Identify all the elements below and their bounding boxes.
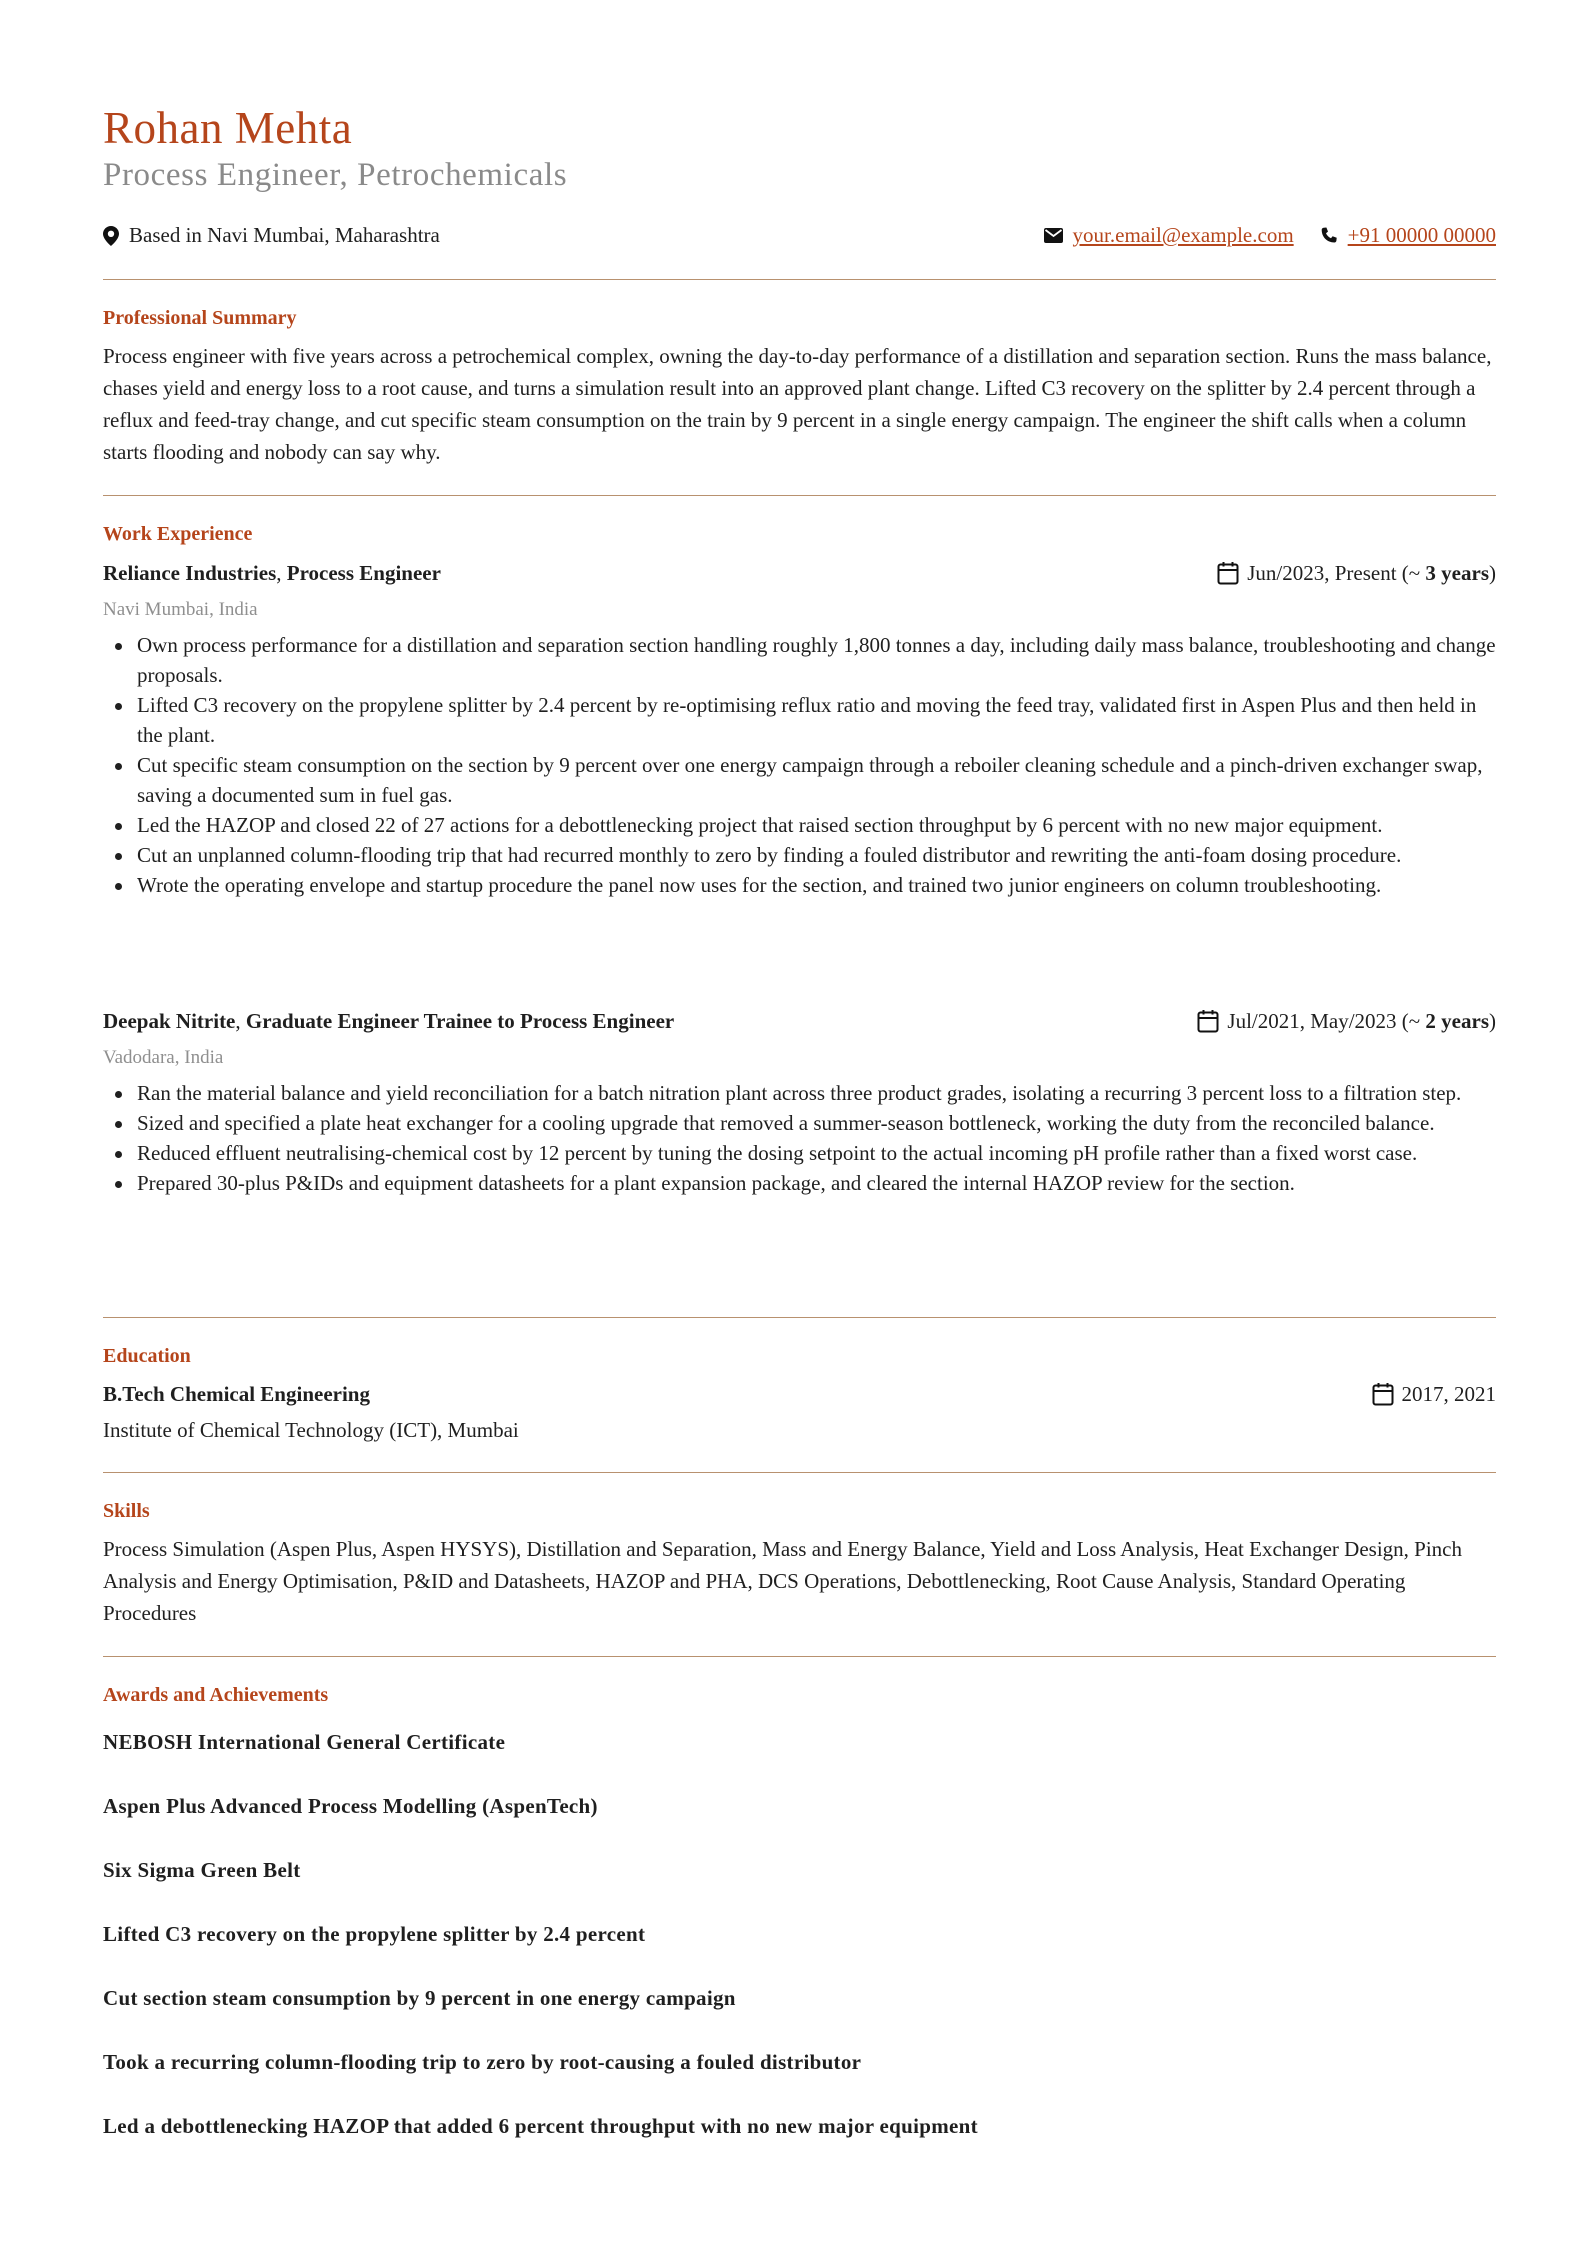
award-item: Led a debottlenecking HAZOP that added 6 percent throughput with no new major equipment: [103, 2114, 978, 2138]
skills-text: Process Simulation (Aspen Plus, Aspen HYSYS), Distillation and Separation, Mass and Energy Balance, Yield and Loss Analysis, Heat Exchanger Design, Pinch Analysis and Energy Optimisation, P&ID and Datasheets, HAZOP and PHA, DCS Operations, Debottlenecking, Root Cause Analysis, Standard Operating Procedures: [103, 1537, 1462, 1625]
divider: [103, 1317, 1496, 1318]
list-item: Wrote the operating envelope and startup procedure the panel now uses for the section, and trained two junior engineers on column troubleshooting.: [103, 870, 1496, 900]
job-date-range: Jul/2021, May/2023 (~: [1227, 1009, 1426, 1033]
phone-item: [1320, 223, 1496, 248]
candidate-headline: Process Engineer, Petrochemicals: [103, 157, 568, 193]
list-item: Sized and specified a plate heat exchanger for a cooling upgrade that removed a summer-season bottleneck, working the duty from the reconciled balance.: [103, 1108, 1496, 1138]
email-icon: [1044, 228, 1063, 243]
school-name: Institute of Chemical Technology (ICT), Mumbai: [103, 1418, 519, 1442]
summary-heading: Professional Summary: [103, 307, 297, 329]
job-bullets: [103, 1078, 1496, 1198]
education-date-range: 2017, 2021: [1401, 1382, 1496, 1406]
job-bullets: [103, 630, 1496, 900]
list-item: Cut an unplanned column-flooding trip that had recurred monthly to zero by finding a fouled distributor and rewriting the anti-foam dosing procedure.: [103, 840, 1496, 870]
contact-links: [1044, 223, 1496, 248]
list-item: Own process performance for a distillation and separation section handling roughly 1,800 tonnes a day, including daily mass balance, troubleshooting and change proposals.: [103, 630, 1496, 690]
calendar-icon: [1217, 561, 1239, 585]
education-dates: [1372, 1379, 1497, 1409]
job-location: Vadodara, India: [103, 1047, 224, 1068]
job-title: Reliance Industries, Process Engineer: [103, 561, 441, 585]
award-item: NEBOSH International General Certificate: [103, 1730, 506, 1754]
list-item: Lifted C3 recovery on the propylene splitter by 2.4 percent by re-optimising reflux ratio and moving the feed tray, validated first in Aspen Plus and then held in the plant.: [103, 690, 1496, 750]
divider: [103, 495, 1496, 496]
award-item: Took a recurring column-flooding trip to zero by root-causing a fouled distributor: [103, 2050, 862, 2074]
job-date-range: Jun/2023, Present (~: [1247, 561, 1426, 585]
job-dates: Jun/2023, Present (~ 3 years): [1217, 558, 1496, 588]
contact-row: [103, 223, 1496, 253]
job-role: Graduate Engineer Trainee to Process Engineer: [245, 1009, 675, 1033]
list-item: Ran the material balance and yield reconciliation for a batch nitration plant across three product grades, isolating a recurring 3 percent loss to a filtration step.: [103, 1078, 1496, 1108]
job-location: Navi Mumbai, India: [103, 599, 258, 620]
education-heading: Education: [103, 1345, 191, 1367]
award-item: Lifted C3 recovery on the propylene splitter by 2.4 percent: [103, 1922, 646, 1946]
job-header: [103, 1006, 1496, 1036]
degree: [103, 1379, 370, 1409]
list-item: Reduced effluent neutralising-chemical cost by 12 percent by tuning the dosing setpoint to the actual incoming pH profile rather than a fixed worst case.: [103, 1138, 1496, 1168]
phone-icon: [1320, 227, 1338, 245]
award-item: Aspen Plus Advanced Process Modelling (AspenTech): [103, 1794, 598, 1818]
divider: [103, 279, 1496, 280]
location-text: Based in Navi Mumbai, Maharashtra: [129, 223, 440, 247]
calendar-icon: [1197, 1009, 1219, 1033]
candidate-name: Rohan Mehta: [103, 103, 353, 153]
list-item: Cut specific steam consumption on the section by 9 percent over one energy campaign through a reboiler cleaning schedule and a pinch-driven exchanger swap, saving a documented sum in fuel gas.: [103, 750, 1496, 810]
location: [103, 223, 440, 248]
award-item: Six Sigma Green Belt: [103, 1858, 301, 1882]
job-title: Deepak Nitrite, Graduate Engineer Trainee to Process Engineer: [103, 1009, 675, 1033]
job-dates: Jul/2021, May/2023 (~ 2 years): [1197, 1006, 1496, 1036]
job-header: [103, 558, 1496, 588]
phone-link[interactable]: +91 00000 00000: [1347, 223, 1496, 247]
email-item: [1044, 223, 1294, 248]
degree-name: B.Tech Chemical Engineering: [103, 1382, 370, 1406]
list-item: Led the HAZOP and closed 22 of 27 actions for a debottlenecking project that raised section throughput by 6 percent with no new major equipment.: [103, 810, 1496, 840]
job-role: Process Engineer: [286, 561, 441, 585]
skills-heading: Skills: [103, 1500, 150, 1522]
education-header: [103, 1379, 1496, 1409]
job-duration: 3 years: [1425, 561, 1489, 585]
job-company: Deepak Nitrite: [103, 1009, 236, 1033]
location-pin-icon: [103, 226, 119, 246]
summary-text: Process engineer with five years across a petrochemical complex, owning the day-to-day performance of a distillation and separation section. Runs the mass balance, chases yield and energy loss to a root cause, and turns a simulation result into an approved plant change. Lifted C3 recovery on the splitter by 2.4 percent through a reflux and feed-tray change, and cut specific steam consumption on the train by 9 percent in a single energy campaign. The engineer the shift calls when a column starts flooding and nobody can say why.: [103, 344, 1492, 464]
email-link[interactable]: your.email@example.com: [1072, 223, 1294, 247]
job-company: Reliance Industries: [103, 561, 277, 585]
calendar-icon: [1372, 1382, 1394, 1406]
awards-heading: Awards and Achievements: [103, 1684, 329, 1706]
job-duration: 2 years: [1425, 1009, 1489, 1033]
list-item: Prepared 30-plus P&IDs and equipment datasheets for a plant expansion package, and cleared the internal HAZOP review for the section.: [103, 1168, 1496, 1198]
divider: [103, 1656, 1496, 1657]
divider: [103, 1472, 1496, 1473]
award-item: Cut section steam consumption by 9 percent in one energy campaign: [103, 1986, 736, 2010]
experience-heading: Work Experience: [103, 523, 253, 545]
